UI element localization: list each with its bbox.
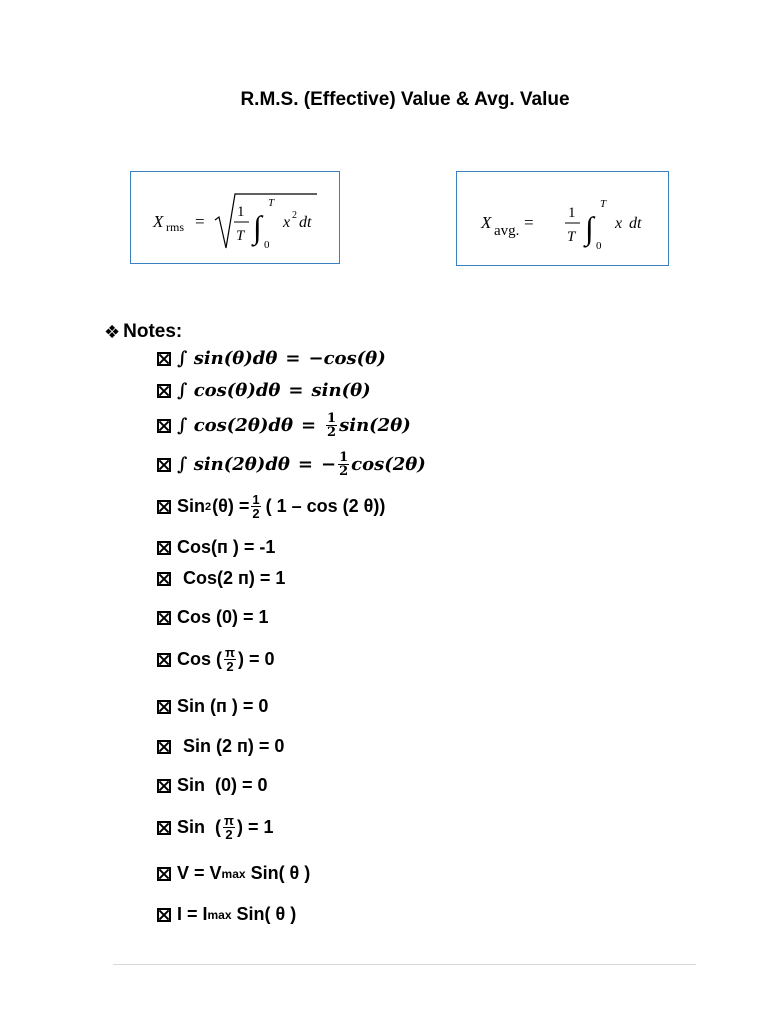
checkbox-x-icon	[157, 740, 171, 754]
note-text-mid: (θ) =	[212, 496, 250, 516]
note-lhs: ∫ cos(θ)dθ	[177, 380, 281, 401]
note-text-pre: V = V	[177, 863, 222, 883]
note-text-pre: Cos (	[177, 649, 222, 669]
note-text-post: Sin( θ )	[245, 863, 311, 883]
checkbox-x-icon	[157, 541, 171, 555]
diamond-bullet-icon: ❖	[104, 321, 121, 342]
note-text: Sin (2 ᴨ) = 0	[183, 736, 285, 756]
fraction-numerator: π	[224, 813, 234, 828]
fraction	[338, 451, 349, 478]
checkbox-x-icon	[157, 458, 171, 472]
note-item	[157, 814, 273, 841]
note-item	[157, 904, 296, 925]
note-subscript: max	[207, 907, 232, 922]
fraction-denominator: 2	[252, 506, 260, 521]
notes-heading-label: Notes:	[123, 321, 183, 342]
rms-formula-box	[130, 171, 340, 264]
note-item	[157, 380, 371, 401]
note-item	[157, 493, 385, 520]
note-text-pre: I = I	[177, 904, 208, 924]
fraction	[326, 412, 337, 439]
note-text-post: ) = 0	[237, 649, 275, 669]
fraction-denominator: 2	[226, 659, 234, 674]
checkbox-x-icon	[157, 572, 171, 586]
note-item	[157, 775, 268, 796]
note-text-post: ( 1 – cos (2 θ))	[265, 496, 386, 516]
note-item	[157, 736, 284, 757]
note-text-pre: Sin	[177, 496, 206, 516]
note-rhs: sin(2θ)	[339, 415, 411, 436]
avg-formula-box	[456, 171, 669, 266]
checkbox-x-icon	[157, 653, 171, 667]
checkbox-x-icon	[157, 352, 171, 366]
note-equals: =	[300, 415, 317, 436]
avg-upper-limit: T	[600, 198, 607, 210]
note-lhs: ∫ sin(θ)dθ	[177, 348, 278, 369]
fraction	[223, 814, 235, 841]
notes-heading	[104, 321, 182, 343]
avg-formula	[457, 172, 668, 265]
note-text: Cos(ᴨ ) = -1	[177, 537, 276, 557]
integral-sign: ∫	[253, 209, 262, 245]
footer-divider	[113, 964, 696, 965]
checkbox-x-icon	[157, 908, 171, 922]
rms-upper-limit: T	[268, 197, 275, 209]
note-equals: =	[285, 348, 301, 369]
note-text: Cos(2 ᴨ) = 1	[183, 568, 286, 588]
note-text-post: ) = 1	[236, 817, 274, 837]
checkbox-x-icon	[157, 611, 171, 625]
fraction-denominator: 2	[225, 827, 233, 842]
rms-subscript: rms	[166, 220, 184, 234]
note-lhs: ∫ sin(2θ)dθ	[177, 454, 290, 475]
avg-differential: dt	[629, 215, 642, 232]
note-text: Sin (ᴨ ) = 0	[177, 696, 269, 716]
note-rhs: sin(θ)	[311, 380, 371, 401]
avg-integrand: x	[615, 215, 623, 232]
page-title: R.M.S. (Effective) Value & Avg. Value	[240, 89, 570, 110]
fraction-numerator: π	[225, 645, 235, 660]
rms-symbol: X	[153, 212, 164, 231]
rms-power: 2	[292, 210, 297, 221]
rms-lower-limit: 0	[264, 239, 270, 251]
note-rhs: cos(2θ)	[351, 454, 426, 475]
note-item	[157, 348, 386, 369]
rms-integrand: x	[283, 214, 291, 231]
avg-frac-den: T	[567, 229, 576, 245]
note-equals: =	[288, 380, 304, 401]
note-item	[157, 412, 411, 439]
note-rhs: −cos(θ)	[308, 348, 386, 369]
note-item	[157, 696, 268, 717]
note-subscript: max	[221, 866, 246, 881]
note-item	[157, 537, 275, 558]
fraction-denominator: 2	[339, 464, 349, 479]
note-item	[157, 863, 310, 884]
note-item	[157, 607, 269, 628]
note-text: Sin (0) = 0	[177, 775, 268, 795]
note-item	[157, 568, 285, 589]
rms-differential: dt	[299, 214, 312, 231]
checkbox-x-icon	[157, 867, 171, 881]
checkbox-x-icon	[157, 821, 171, 835]
fraction-numerator: 1	[339, 450, 349, 465]
checkbox-x-icon	[157, 419, 171, 433]
rms-frac-num: 1	[237, 204, 245, 220]
note-item	[157, 451, 426, 478]
note-text-post: Sin( θ )	[231, 904, 297, 924]
fraction-denominator: 2	[327, 425, 337, 440]
note-text: Cos (0) = 1	[177, 607, 269, 627]
fraction	[251, 493, 260, 520]
avg-subscript: avg.	[494, 223, 520, 239]
rms-formula	[131, 172, 339, 263]
note-item	[157, 646, 274, 673]
avg-frac-num: 1	[568, 205, 576, 221]
note-equals: =	[297, 454, 313, 475]
note-text-pre: Sin (	[177, 817, 221, 837]
avg-equals: =	[524, 213, 534, 232]
note-lhs: ∫ cos(2θ)dθ	[177, 415, 293, 436]
checkbox-x-icon	[157, 700, 171, 714]
avg-symbol: X	[481, 213, 492, 232]
fraction-numerator: 1	[327, 411, 337, 426]
note-superscript: 2	[205, 500, 212, 513]
checkbox-x-icon	[157, 384, 171, 398]
rms-frac-den: T	[236, 228, 245, 244]
fraction	[224, 646, 236, 673]
checkbox-x-icon	[157, 500, 171, 514]
integral-sign: ∫	[585, 210, 594, 246]
rms-equals: =	[195, 212, 205, 231]
avg-lower-limit: 0	[596, 240, 602, 252]
checkbox-x-icon	[157, 779, 171, 793]
note-sign: −	[321, 454, 337, 475]
fraction-numerator: 1	[252, 492, 260, 507]
